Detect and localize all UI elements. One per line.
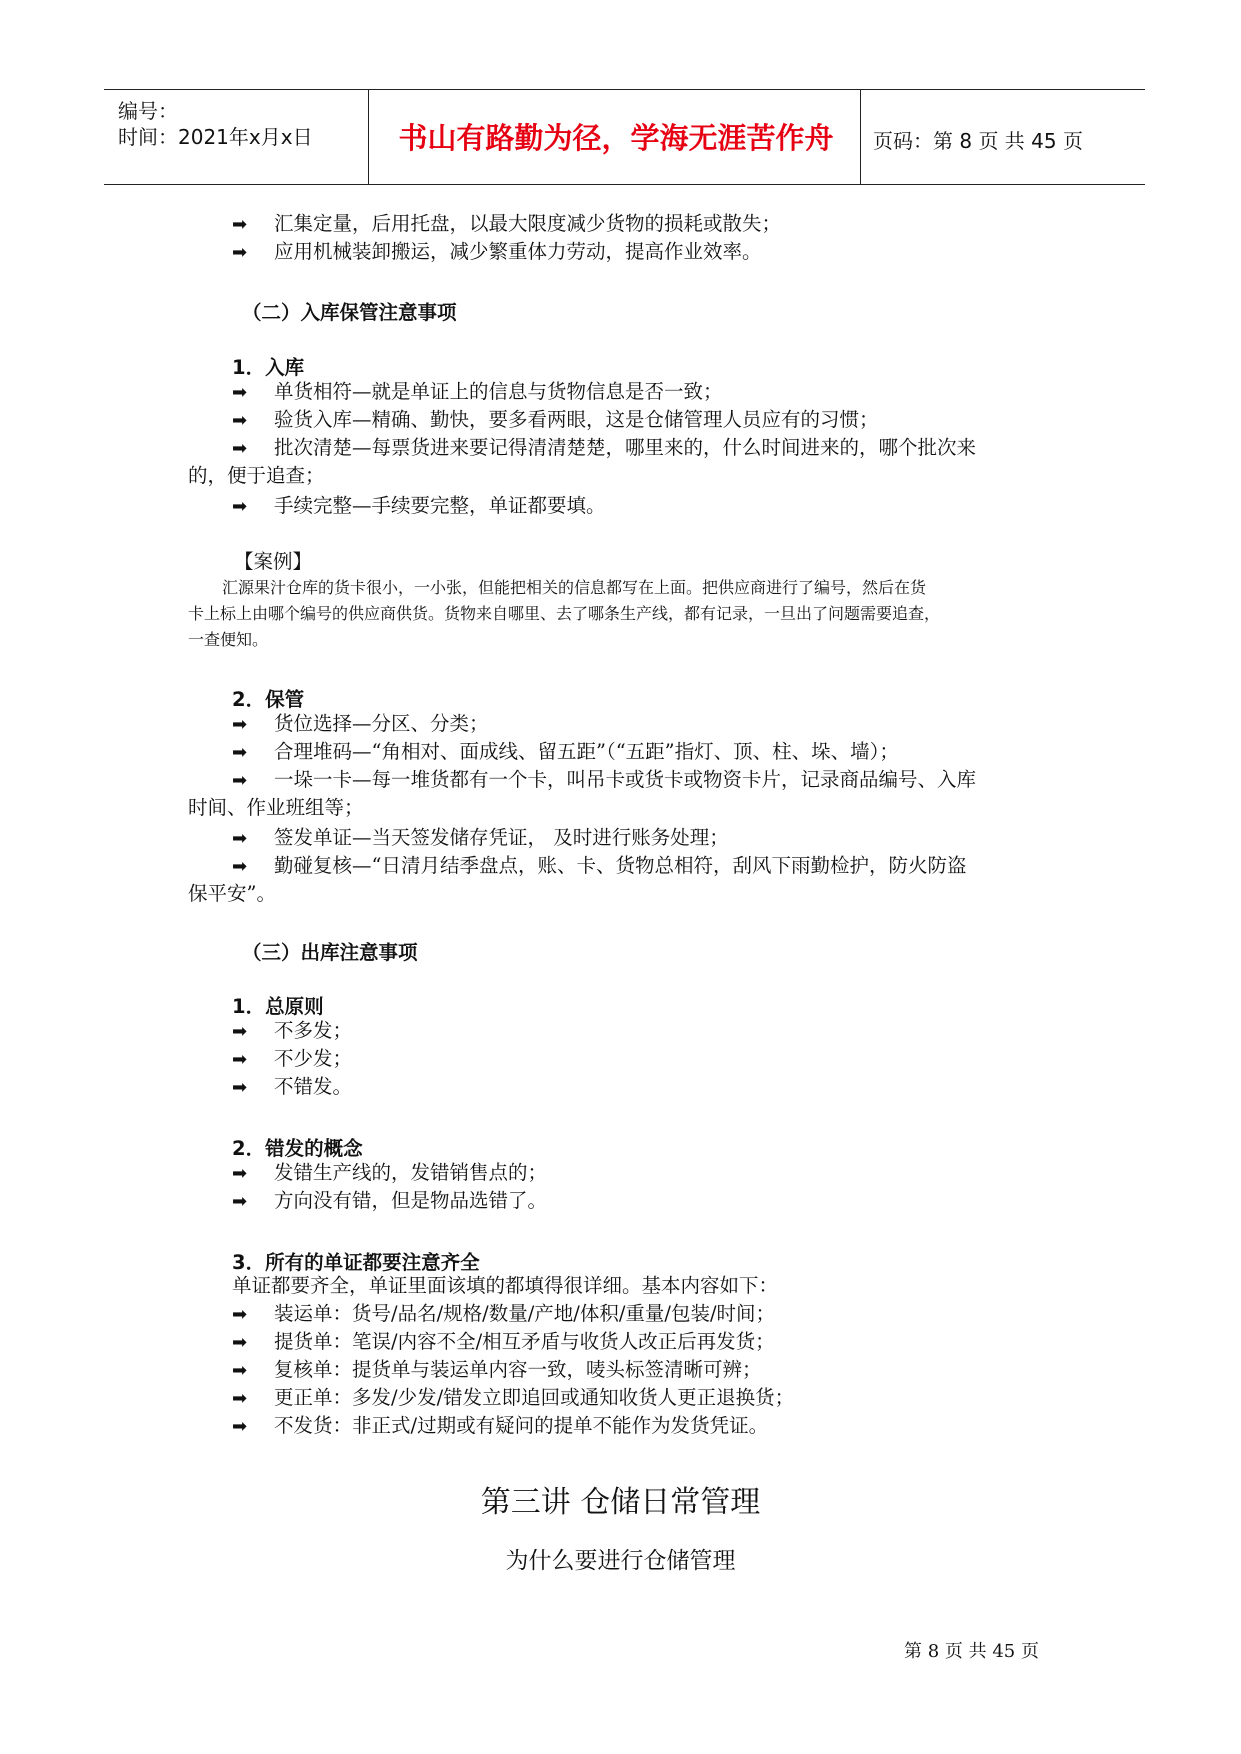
list-item: ➡ 方向没有错，但是物品选错了。 (232, 1187, 547, 1216)
document-time-label: 时间：2021年x月x日 (118, 125, 313, 149)
section-heading: （二）入库保管注意事项 (242, 301, 457, 324)
list-item: ➡ 手续完整—手续要完整，单证都要填。 (232, 492, 606, 521)
case-text: 卡上标上由哪个编号的供应商供货。货物来自哪里、去了哪条生产线，都有记录，一旦出了问题需要追查， (188, 604, 941, 623)
header-divider (860, 90, 861, 184)
arrow-right-icon: ➡ (232, 828, 248, 849)
arrow-right-icon: ➡ (232, 242, 248, 263)
list-item: ➡ 发错生产线的，发错销售点的； (232, 1159, 547, 1188)
list-item: ➡ 复核单：提货单与装运单内容一致，唛头标签清晰可辨； (232, 1356, 762, 1385)
arrow-right-icon: ➡ (232, 1163, 248, 1184)
header-divider (368, 90, 369, 184)
list-item: ➡ 汇集定量，后用托盘，以最大限度减少货物的损耗或散失； (232, 210, 781, 239)
arrow-right-icon: ➡ (232, 714, 248, 735)
arrow-right-icon: ➡ (232, 1077, 248, 1098)
document-number-label: 编号： (118, 99, 178, 123)
arrow-right-icon: ➡ (232, 1191, 248, 1212)
subsection-heading: 2．错发的概念 (232, 1137, 363, 1160)
case-text: 汇源果汁仓库的货卡很小，一小张，但能把相关的信息都写在上面。把供应商进行了编号，然后在货 (222, 578, 927, 597)
header-page-number: 页码：第 8 页 共 45 页 (873, 129, 1083, 153)
list-item: ➡ 货位选择—分区、分类； (232, 710, 489, 739)
arrow-right-icon: ➡ (232, 1304, 248, 1325)
arrow-right-icon: ➡ (232, 770, 248, 791)
arrow-right-icon: ➡ (232, 1049, 248, 1070)
list-item: ➡ 提货单：笔误/内容不全/相互矛盾与收货人改正后再发货； (232, 1328, 775, 1357)
list-item-continuation: 时间、作业班组等； (188, 796, 364, 819)
list-item-continuation: 的，便于追查； (188, 464, 325, 487)
case-heading: 【案例】 (234, 550, 313, 573)
list-item: ➡ 单货相符—就是单证上的信息与货物信息是否一致； (232, 378, 723, 407)
list-item: ➡ 不多发； (232, 1017, 352, 1046)
arrow-right-icon: ➡ (232, 742, 248, 763)
arrow-right-icon: ➡ (232, 214, 248, 235)
subsection-heading: 2．保管 (232, 688, 305, 711)
list-item-continuation: 保平安”。 (188, 882, 276, 905)
arrow-right-icon: ➡ (232, 1416, 248, 1437)
arrow-right-icon: ➡ (232, 1360, 248, 1381)
header-motto: 书山有路勤为径，学海无涯苦作舟 (398, 121, 834, 155)
arrow-right-icon: ➡ (232, 496, 248, 517)
arrow-right-icon: ➡ (232, 856, 248, 877)
arrow-right-icon: ➡ (232, 410, 248, 431)
subsection-heading: 3．所有的单证都要注意齐全 (232, 1251, 480, 1274)
list-item: ➡ 批次清楚—每票货进来要记得清清楚楚，哪里来的，什么时间进来的，哪个批次来 (232, 434, 976, 463)
arrow-right-icon: ➡ (232, 382, 248, 403)
arrow-right-icon: ➡ (232, 1388, 248, 1409)
list-item: ➡ 不发货：非正式/过期或有疑问的提单不能作为发货凭证。 (232, 1412, 768, 1441)
page-footer: 第 8 页 共 45 页 (904, 1641, 1039, 1662)
list-item: ➡ 合理堆码—“角相对、面成线、留五距”（“五距”指灯、顶、柱、垛、墙）； (232, 738, 899, 767)
list-item: ➡ 不少发； (232, 1045, 352, 1074)
page-header (104, 89, 1145, 185)
subsection-heading: 1．总原则 (232, 995, 324, 1018)
list-item: ➡ 勤碰复核—“日清月结季盘点，账、卡、货物总相符，刮风下雨勤检护，防火防盗 (232, 852, 966, 881)
list-item: ➡ 签发单证—当天签发储存凭证， 及时进行账务处理； (232, 824, 729, 853)
case-text: 一查便知。 (188, 630, 269, 649)
lecture-title: 第三讲 仓储日常管理 (480, 1485, 761, 1520)
list-item: ➡ 验货入库—精确、勤快，要多看两眼，这是仓储管理人员应有的习惯； (232, 406, 879, 435)
list-item: ➡ 应用机械装卸搬运，减少繁重体力劳动，提高作业效率。 (232, 238, 762, 267)
paragraph: 单证都要齐全，单证里面该填的都填得很详细。基本内容如下： (232, 1274, 779, 1297)
list-item: ➡ 一垛一卡—每一堆货都有一个卡，叫吊卡或货卡或物资卡片，记录商品编号、入库 (232, 766, 976, 795)
list-item: ➡ 不错发。 (232, 1073, 352, 1102)
lecture-subtitle: 为什么要进行仓储管理 (505, 1548, 736, 1574)
list-item: ➡ 装运单：货号/品名/规格/数量/产地/体积/重量/包装/时间； (232, 1300, 775, 1329)
arrow-right-icon: ➡ (232, 1332, 248, 1353)
arrow-right-icon: ➡ (232, 1021, 248, 1042)
section-heading: （三）出库注意事项 (242, 941, 418, 964)
list-item: ➡ 更正单：多发/少发/错发立即追回或通知收货人更正退换货； (232, 1384, 794, 1413)
subsection-heading: 1．入库 (232, 356, 305, 379)
arrow-right-icon: ➡ (232, 438, 248, 459)
